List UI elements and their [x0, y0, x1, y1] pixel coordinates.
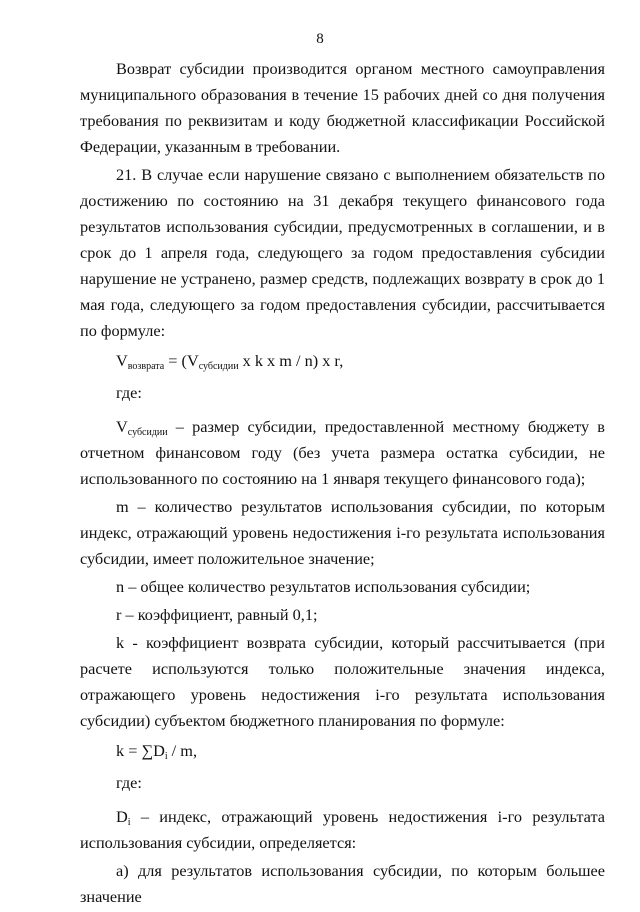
definition-r: r – коэффициент, равный 0,1;	[116, 605, 318, 624]
document-body	[80, 56, 605, 912]
formula-v: V	[116, 351, 128, 370]
formula-return-amount	[80, 348, 605, 374]
symbol-d: D	[116, 807, 128, 826]
definition-v-subsidy-text: – размер субсидии, предоставленной местному бюджету в отчетном финансовом году (без учета размера остатка субсидии, не использованного по состоянию на 1 января текущего финансового года);	[80, 417, 605, 488]
formula-eq-open: = (V	[164, 351, 199, 370]
where-label-1: где:	[116, 383, 142, 402]
symbol-v: V	[116, 417, 128, 436]
formula-k	[80, 738, 605, 764]
definition-di-text: – индекс, отражающий уровень недостижения i-го результата использования субсидии, определяется:	[80, 807, 605, 852]
symbol-v-sub: субсидии	[127, 427, 168, 438]
formula-k-sub: i	[164, 751, 168, 762]
definition-v-subsidy	[80, 414, 605, 492]
where-label-2: где:	[116, 773, 142, 792]
definition-n: n – общее количество результатов использования субсидии;	[116, 577, 531, 596]
formula-rest: x k x m / n) x r,	[238, 351, 344, 370]
formula-sub-subsidy: субсидии	[198, 361, 239, 372]
formula-k-lhs: k = ∑D	[116, 741, 165, 760]
paragraph-subsidy-return: Возврат субсидии производится органом местного самоуправления муниципального образования в течение 15 рабочих дней со дня получения требования по реквизитам и коду бюджетной классификации Российской Федерации, указанным в требовании.	[80, 59, 605, 156]
formula-k-rhs: / m,	[167, 741, 198, 760]
paragraph-21: 21. В случае если нарушение связано с выполнением обязательств по достижению по состоянию на 31 декабря текущего финансового года результатов использования субсидии, предусмотренных в соглашении, и в срок до 1 апреля года, следующего за годом предоставления субсидии нарушение не устранено, размер средств, подлежащих возврату в срок до 1 мая года, следующего за годом предоставления субсидии, рассчитывается по формуле:	[80, 165, 605, 340]
definition-k: k - коэффициент возврата субсидии, который рассчитывается (при расчете используются только положительные значения индекса, отражающего уровень недостижения i-го результата использования субсидии) субъектом бюджетного планирования по формуле:	[80, 633, 605, 730]
symbol-d-sub: i	[127, 817, 131, 828]
definition-di	[80, 804, 605, 856]
definition-m: m – количество результатов использования субсидии, по которым индекс, отражающий уровень недостижения i-го результата использования субсидии, имеет положительное значение;	[80, 497, 605, 568]
page-number: 8	[316, 31, 324, 47]
formula-sub-return: возврата	[127, 361, 165, 372]
list-item-a: а) для результатов использования субсидии, по которым большее значение	[80, 861, 605, 906]
